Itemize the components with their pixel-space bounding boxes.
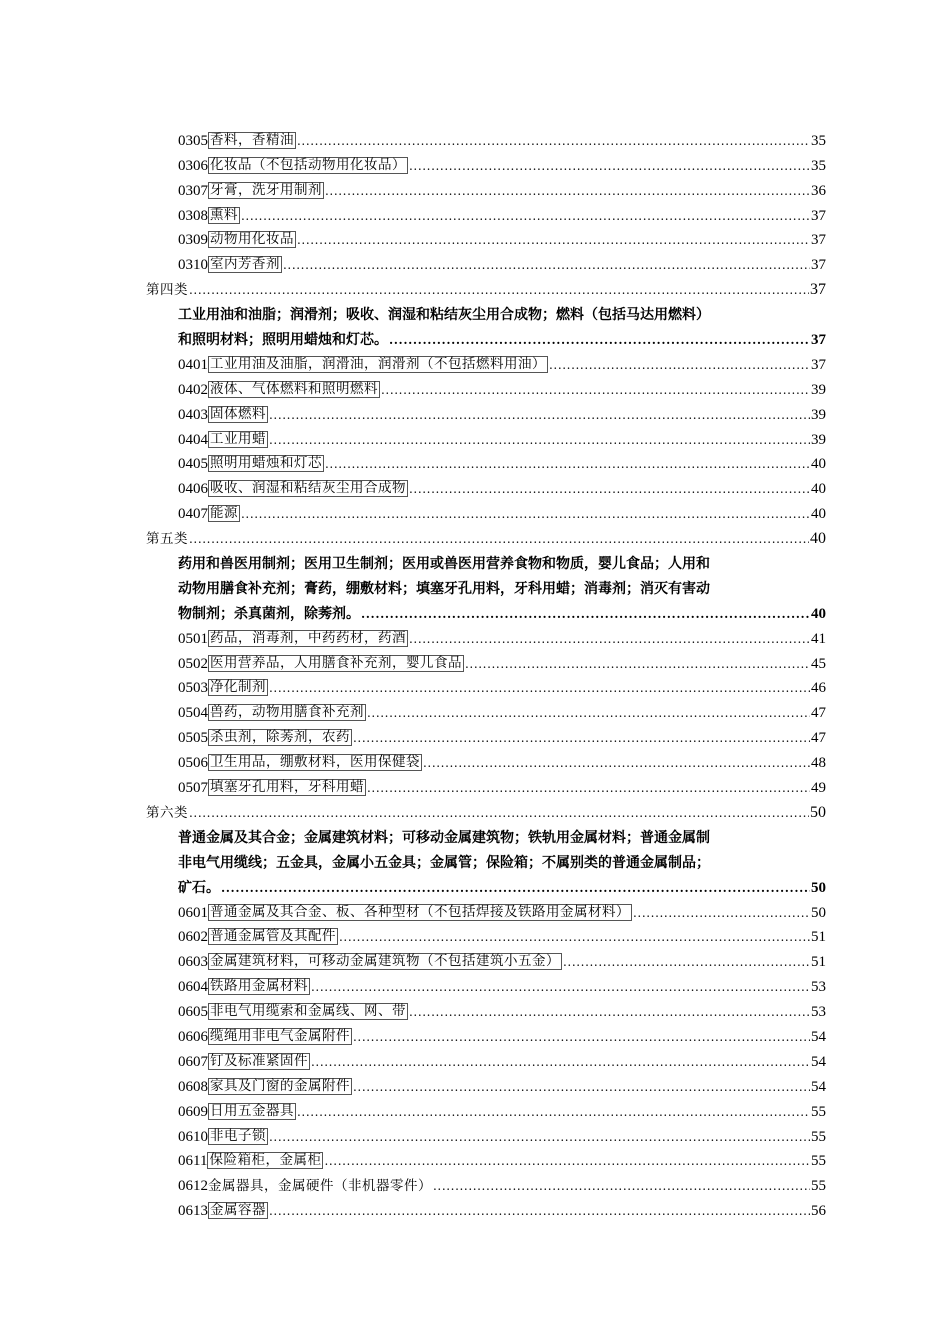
entry-code: 0611 [178, 1153, 208, 1170]
dot-leader [189, 281, 809, 299]
page-number: 54 [811, 1028, 826, 1045]
dot-leader [409, 157, 810, 175]
category-title: 第六类 [146, 804, 188, 821]
dot-leader [389, 331, 810, 349]
description-text: 物制剂；杀真菌剂，除莠剂。 [178, 605, 360, 622]
page-number: 37 [810, 281, 826, 299]
entry-code: 0406 [178, 481, 208, 498]
toc-entry-0607[interactable] [0, 1046, 826, 1071]
dot-leader [353, 1078, 810, 1096]
entry-title: 药品，消毒剂，中药药材，药酒 [210, 629, 406, 646]
entry-title: 普通金属管及其配件 [210, 928, 336, 945]
entry-code: 0310 [178, 257, 208, 274]
description-text: 工业用油和油脂；润滑剂；吸收、润湿和粘结灰尘用合成物；燃料（包括马达用燃料） [178, 307, 710, 324]
page-number: 47 [811, 730, 826, 747]
toc-entry-0404[interactable] [0, 424, 826, 449]
entry-title: 金属建筑材料，可移动金属建筑物（不包括建筑小五金） [210, 953, 560, 970]
entry-title: 钉及标准紧固件 [210, 1052, 308, 1069]
entry-code: 0609 [178, 1103, 208, 1120]
toc-entry-0504[interactable] [0, 697, 826, 722]
entry-title: 家具及门窗的金属附件 [210, 1077, 350, 1094]
entry-title: 照明用蜡烛和灯芯 [210, 455, 322, 472]
dot-leader [189, 804, 809, 822]
toc-entry-0405[interactable] [0, 449, 826, 474]
toc-entry-0306[interactable] [0, 150, 826, 175]
category-title: 第四类 [146, 282, 188, 299]
toc-entry-0406[interactable] [0, 473, 826, 498]
category-description-line [0, 299, 826, 324]
category-description-end[interactable] [0, 872, 826, 897]
toc-entry-0310[interactable] [0, 249, 826, 274]
toc-entry-0613[interactable] [0, 1195, 826, 1220]
toc-entry-0407[interactable] [0, 498, 826, 523]
entry-code: 0308 [178, 207, 208, 224]
entry-code: 0309 [178, 232, 208, 249]
entry-code: 0306 [178, 157, 208, 174]
category-description-line [0, 573, 826, 598]
dot-leader [283, 256, 810, 274]
toc-entry-0309[interactable] [0, 225, 826, 250]
entry-code: 0610 [178, 1128, 208, 1145]
entry-code: 0305 [178, 132, 208, 149]
page-number: 37 [811, 232, 826, 249]
entry-code: 0401 [178, 356, 208, 373]
page-number: 40 [811, 506, 826, 523]
category-description-end[interactable] [0, 598, 826, 623]
entry-title: 能源 [210, 505, 238, 522]
description-text: 非电气用缆线；五金具，金属小五金具；金属管；保险箱；不属别类的普通金属制品； [178, 854, 710, 871]
entry-code: 0402 [178, 381, 208, 398]
toc-entry-0308[interactable] [0, 200, 826, 225]
page-number: 37 [811, 257, 826, 274]
dot-leader [409, 1003, 810, 1021]
toc-entry-0505[interactable] [0, 722, 826, 747]
page-number: 40 [810, 530, 826, 548]
dot-leader [221, 879, 810, 897]
entry-code: 0603 [178, 954, 208, 971]
dot-leader [241, 505, 810, 523]
entry-code: 0612 [178, 1178, 208, 1195]
category-description-line [0, 548, 826, 573]
page-number: 51 [811, 929, 826, 946]
entry-code: 0504 [178, 705, 208, 722]
category-description-line [0, 822, 826, 847]
dot-leader [423, 754, 810, 772]
dot-leader [189, 530, 809, 548]
entry-code: 0606 [178, 1028, 208, 1045]
toc-entry-0605[interactable] [0, 996, 826, 1021]
description-text: 矿石。 [178, 879, 220, 896]
page-number: 54 [811, 1078, 826, 1095]
toc-entry-0402[interactable] [0, 374, 826, 399]
entry-title: 杀虫剂，除莠剂，农药 [210, 729, 350, 746]
page-number: 55 [811, 1178, 826, 1195]
toc-entry-0603[interactable] [0, 946, 826, 971]
dot-leader [549, 356, 810, 374]
page-number: 55 [811, 1103, 826, 1120]
page-number: 37 [811, 207, 826, 224]
entry-code: 0604 [178, 979, 208, 996]
dot-leader [325, 182, 810, 200]
dot-leader [353, 729, 810, 747]
table-of-contents [0, 125, 950, 1220]
dot-leader [269, 1202, 810, 1220]
entry-title: 普通金属及其合金、板、各种型材（不包括焊接及铁路用金属材料） [210, 903, 630, 920]
page-number: 48 [811, 755, 826, 772]
dot-leader [269, 431, 810, 449]
dot-leader [324, 1152, 810, 1170]
entry-title: 固体燃料 [210, 405, 266, 422]
page-number: 41 [811, 630, 826, 647]
toc-entry-0307[interactable] [0, 175, 826, 200]
page-number: 55 [811, 1128, 826, 1145]
description-text: 普通金属及其合金；金属建筑材料；可移动金属建筑物；铁轨用金属材料；普通金属制 [178, 829, 710, 846]
entry-title: 香料，香精油 [210, 131, 294, 148]
toc-entry-0612[interactable] [0, 1170, 826, 1195]
page-number: 50 [811, 904, 826, 921]
dot-leader [297, 1103, 810, 1121]
entry-title: 保险箱柜，金属柜 [209, 1152, 322, 1169]
entry-title: 熏料 [210, 206, 238, 223]
entry-code: 0502 [178, 655, 208, 672]
toc-entry-0610[interactable] [0, 1121, 826, 1146]
toc-category-heading[interactable] [0, 274, 826, 299]
page-number: 39 [811, 381, 826, 398]
entry-code: 0602 [178, 929, 208, 946]
page-number: 37 [811, 356, 826, 373]
entry-title: 净化制剂 [210, 679, 266, 696]
page-number: 51 [811, 954, 826, 971]
entry-code: 0506 [178, 755, 208, 772]
dot-leader [269, 1128, 810, 1146]
entry-title: 工业用油及油脂，润滑油，润滑剂（不包括燃料用油） [210, 355, 546, 372]
toc-entry-0502[interactable] [0, 648, 826, 673]
page-number: 40 [811, 456, 826, 473]
page-number: 45 [811, 655, 826, 672]
description-text: 药用和兽医用制剂；医用卫生制剂；医用或兽医用营养食物和物质，婴儿食品；人用和 [178, 556, 710, 573]
toc-entry-0604[interactable] [0, 971, 826, 996]
category-description-line [0, 847, 826, 872]
page-number: 50 [810, 803, 826, 821]
toc-entry-0609[interactable] [0, 1096, 826, 1121]
entry-code: 0601 [178, 904, 208, 921]
page-number: 35 [811, 157, 826, 174]
entry-title: 铁路用金属材料 [210, 978, 308, 995]
entry-title: 液体、气体燃料和照明燃料 [210, 380, 378, 397]
dot-leader [241, 207, 810, 225]
dot-leader [433, 1177, 810, 1195]
entry-code: 0501 [178, 630, 208, 647]
page-number: 54 [811, 1053, 826, 1070]
category-title: 第五类 [146, 531, 188, 548]
entry-code: 0607 [178, 1053, 208, 1070]
toc-entry-0501[interactable] [0, 623, 826, 648]
page-number: 36 [811, 182, 826, 199]
entry-code: 0403 [178, 406, 208, 423]
entry-code: 0507 [178, 780, 208, 797]
entry-title: 兽药，动物用膳食补充剂 [210, 704, 364, 721]
entry-title: 动物用化妆品 [210, 231, 294, 248]
entry-title: 吸收、润湿和粘结灰尘用合成物 [210, 480, 406, 497]
dot-leader [381, 381, 810, 399]
dot-leader [297, 231, 810, 249]
toc-entry-0506[interactable] [0, 747, 826, 772]
entry-title: 日用五金器具 [210, 1102, 294, 1119]
description-text: 动物用膳食补充剂；膏药，绷敷材料；填塞牙孔用料，牙科用蜡；消毒剂；消灭有害动 [178, 580, 710, 597]
dot-leader [297, 132, 810, 150]
entry-title: 非电气用缆索和金属线、网、带 [210, 1003, 406, 1020]
entry-code: 0505 [178, 730, 208, 747]
toc-category-heading[interactable] [0, 523, 826, 548]
entry-title: 牙膏，洗牙用制剂 [210, 181, 322, 198]
page-number: 50 [811, 879, 826, 896]
page-number: 55 [811, 1153, 826, 1170]
toc-category-heading[interactable] [0, 797, 826, 822]
dot-leader [465, 655, 810, 673]
toc-entry-0507[interactable] [0, 772, 826, 797]
toc-entry-0602[interactable] [0, 922, 826, 947]
page-number: 35 [811, 132, 826, 149]
toc-entry-0601[interactable] [0, 897, 826, 922]
page-number: 46 [811, 680, 826, 697]
entry-code: 0307 [178, 182, 208, 199]
entry-code: 0608 [178, 1078, 208, 1095]
entry-title: 室内芳香剂 [210, 256, 280, 273]
dot-leader [633, 904, 810, 922]
entry-title: 工业用蜡 [210, 430, 266, 447]
entry-title: 填塞牙孔用料，牙科用蜡 [210, 779, 364, 796]
entry-title: 非电子锁 [210, 1127, 266, 1144]
entry-title: 卫生用品，绷敷材料，医用保健袋 [210, 754, 420, 771]
dot-leader [353, 1028, 810, 1046]
entry-code: 0503 [178, 680, 208, 697]
entry-code: 0613 [178, 1203, 208, 1220]
page-number: 56 [811, 1203, 826, 1220]
page-number: 40 [811, 481, 826, 498]
page-number: 37 [811, 332, 826, 349]
dot-leader [311, 978, 810, 996]
entry-title: 医用营养品，人用膳食补充剂，婴儿食品 [210, 654, 462, 671]
dot-leader [367, 704, 810, 722]
entry-code: 0407 [178, 506, 208, 523]
dot-leader [269, 406, 810, 424]
dot-leader [361, 605, 810, 623]
dot-leader [563, 953, 810, 971]
page-number: 39 [811, 431, 826, 448]
entry-title: 金属容器 [210, 1202, 266, 1219]
dot-leader [311, 1053, 810, 1071]
entry-title: 缆绳用非电气金属附件 [210, 1027, 350, 1044]
dot-leader [367, 779, 810, 797]
toc-entry-0401[interactable] [0, 349, 826, 374]
dot-leader [269, 679, 810, 697]
entry-code: 0605 [178, 1004, 208, 1021]
entry-code: 0405 [178, 456, 208, 473]
page-number: 40 [811, 605, 826, 622]
page-number: 49 [811, 780, 826, 797]
entry-code: 0404 [178, 431, 208, 448]
page-number: 47 [811, 705, 826, 722]
description-text: 和照明材料；照明用蜡烛和灯芯。 [178, 332, 388, 349]
entry-title: 化妆品（不包括动物用化妆品） [210, 156, 406, 173]
toc-entry-0608[interactable] [0, 1071, 826, 1096]
dot-leader [409, 480, 810, 498]
toc-entry-0305[interactable] [0, 125, 826, 150]
dot-leader [325, 455, 810, 473]
dot-leader [339, 928, 810, 946]
entry-title: 金属器具，金属硬件（非机器零件） [208, 1178, 432, 1195]
toc-entry-0611[interactable] [0, 1146, 826, 1171]
toc-entry-0606[interactable] [0, 1021, 826, 1046]
page-number: 39 [811, 406, 826, 423]
toc-entry-0403[interactable] [0, 399, 826, 424]
page-number: 53 [811, 1004, 826, 1021]
page-number: 53 [811, 979, 826, 996]
toc-entry-0503[interactable] [0, 673, 826, 698]
category-description-end[interactable] [0, 324, 826, 349]
dot-leader [409, 630, 810, 648]
